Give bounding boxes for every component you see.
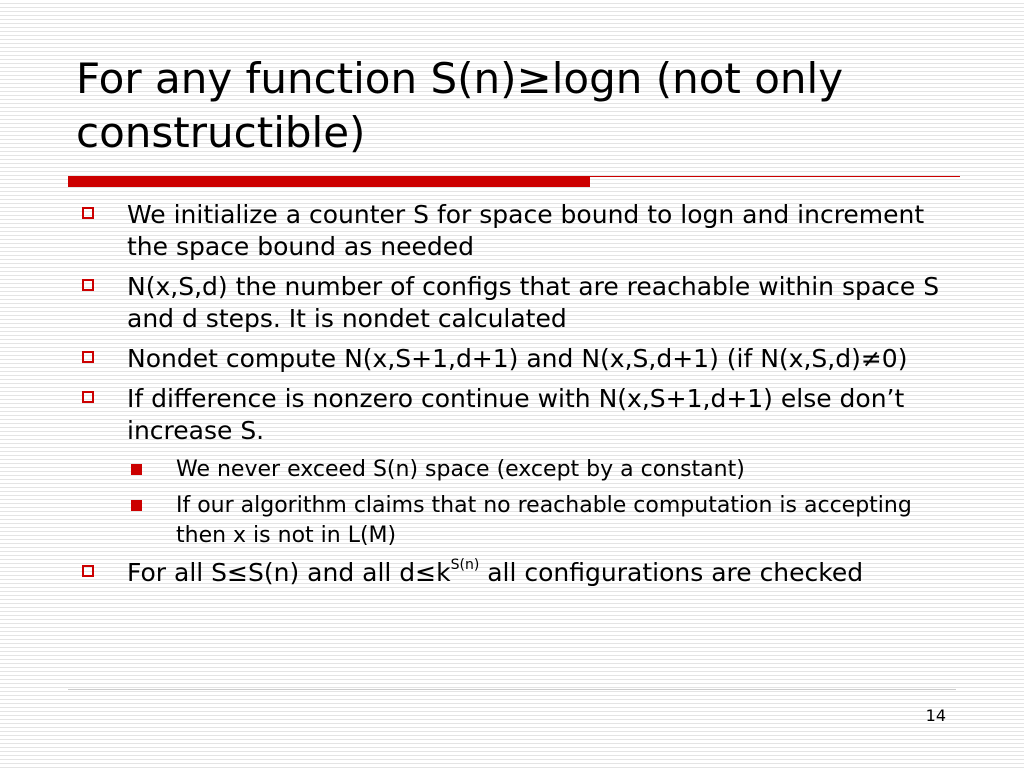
sub-bullet-item — [127, 491, 956, 551]
bullet-text: N(x,S,d) the number of configs that are reachable within space S and d steps. It is nondet calculated — [127, 272, 940, 333]
bullet-text: If difference is nonzero continue with N(x,S+1,d+1) else don’t increase S. — [127, 384, 905, 445]
sub-bullet-text: If our algorithm claims that no reachable computation is accepting then x is not in L(M) — [176, 493, 912, 548]
bullet-text: Nondet compute N(x,S+1,d+1) and N(x,S,d+1) (if N(x,S,d)≠0) — [127, 344, 908, 373]
slide-title: For any function S(n)≥logn (not only constructible) — [76, 54, 844, 157]
bullet-item — [76, 343, 956, 375]
sub-bullet-text: We never exceed S(n) space (except by a constant) — [176, 457, 745, 482]
hollow-square-bullet-icon — [82, 565, 94, 577]
bullet-text-suffix: all configurations are checked — [479, 558, 864, 587]
bullet-item — [76, 557, 956, 589]
filled-square-bullet-icon — [131, 464, 142, 475]
bullet-item — [76, 383, 956, 447]
title-underline-thick — [68, 176, 590, 187]
bullet-superscript: S(n) — [450, 557, 480, 573]
hollow-square-bullet-icon — [82, 351, 94, 363]
hollow-square-bullet-icon — [82, 207, 94, 219]
title-underline — [68, 173, 960, 187]
bullet-text-prefix: For all S≤S(n) and all d≤k — [127, 558, 451, 587]
bullet-list — [76, 199, 956, 597]
bullet-item — [76, 199, 956, 263]
bullet-item — [76, 271, 956, 335]
page-number: 14 — [925, 706, 946, 725]
hollow-square-bullet-icon — [82, 391, 94, 403]
bullet-text: We initialize a counter S for space bound to logn and increment the space bound as needed — [127, 200, 925, 261]
sub-bullet-item — [127, 455, 956, 485]
title-underline-thin — [590, 176, 960, 177]
filled-square-bullet-icon — [131, 500, 142, 511]
hollow-square-bullet-icon — [82, 279, 94, 291]
footer-divider — [68, 689, 956, 690]
